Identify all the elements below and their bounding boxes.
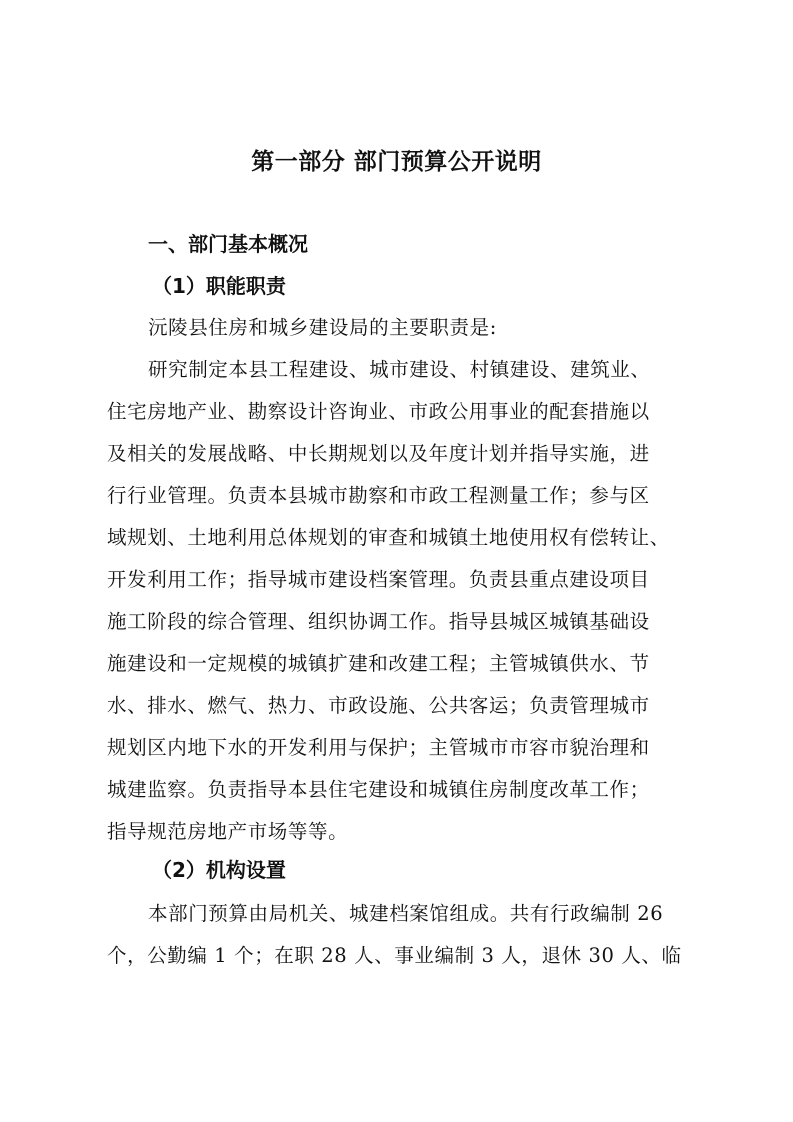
- page-title: 第一部分 部门预算公开说明: [251, 149, 542, 175]
- section-heading-basic-overview: 一、部门基本概况: [148, 232, 308, 256]
- subheading-functions: （1）职能职责: [152, 274, 286, 298]
- duties-line-1: 研究制定本县工程建设、城市建设、村镇建设、建筑业、: [148, 358, 651, 381]
- duties-line-2: 住宅房地产业、勘察设计咨询业、市政公用事业的配套措施以: [107, 400, 650, 423]
- duties-line-6: 开发利用工作；指导城市建设档案管理。负责县重点建设项目: [107, 568, 650, 591]
- org-line-1: 本部门预算由局机关、城建档案馆组成。共有行政编制 26: [148, 902, 664, 925]
- duties-line-7: 施工阶段的综合管理、组织协调工作。指导县城区城镇基础设: [107, 610, 650, 633]
- duties-line-3: 及相关的发展战略、中长期规划以及年度计划并指导实施，进: [107, 442, 650, 465]
- duties-line-12: 指导规范房地产市场等等。: [107, 820, 349, 843]
- intro-line: 沅陵县住房和城乡建设局的主要职责是:: [148, 316, 497, 339]
- subheading-organization: （2）机构设置: [152, 858, 286, 882]
- duties-line-10: 规划区内地下水的开发利用与保护；主管城市市容市貌治理和: [107, 736, 650, 759]
- duties-line-8: 施建设和一定规模的城镇扩建和改建工程；主管城镇供水、节: [107, 652, 650, 675]
- duties-line-5: 域规划、土地利用总体规划的审查和城镇土地使用权有偿转让、: [107, 526, 670, 549]
- duties-line-4: 行行业管理。负责本县城市勘察和市政工程测量工作；参与区: [107, 484, 650, 507]
- duties-line-11: 城建监察。负责指导本县住宅建设和城镇住房制度改革工作；: [107, 778, 650, 801]
- duties-line-9: 水、排水、燃气、热力、市政设施、公共客运；负责管理城市: [107, 694, 650, 717]
- org-line-2: 个，公勤编 1 个；在职 28 人、事业编制 3 人，退休 30 人、临: [107, 944, 682, 967]
